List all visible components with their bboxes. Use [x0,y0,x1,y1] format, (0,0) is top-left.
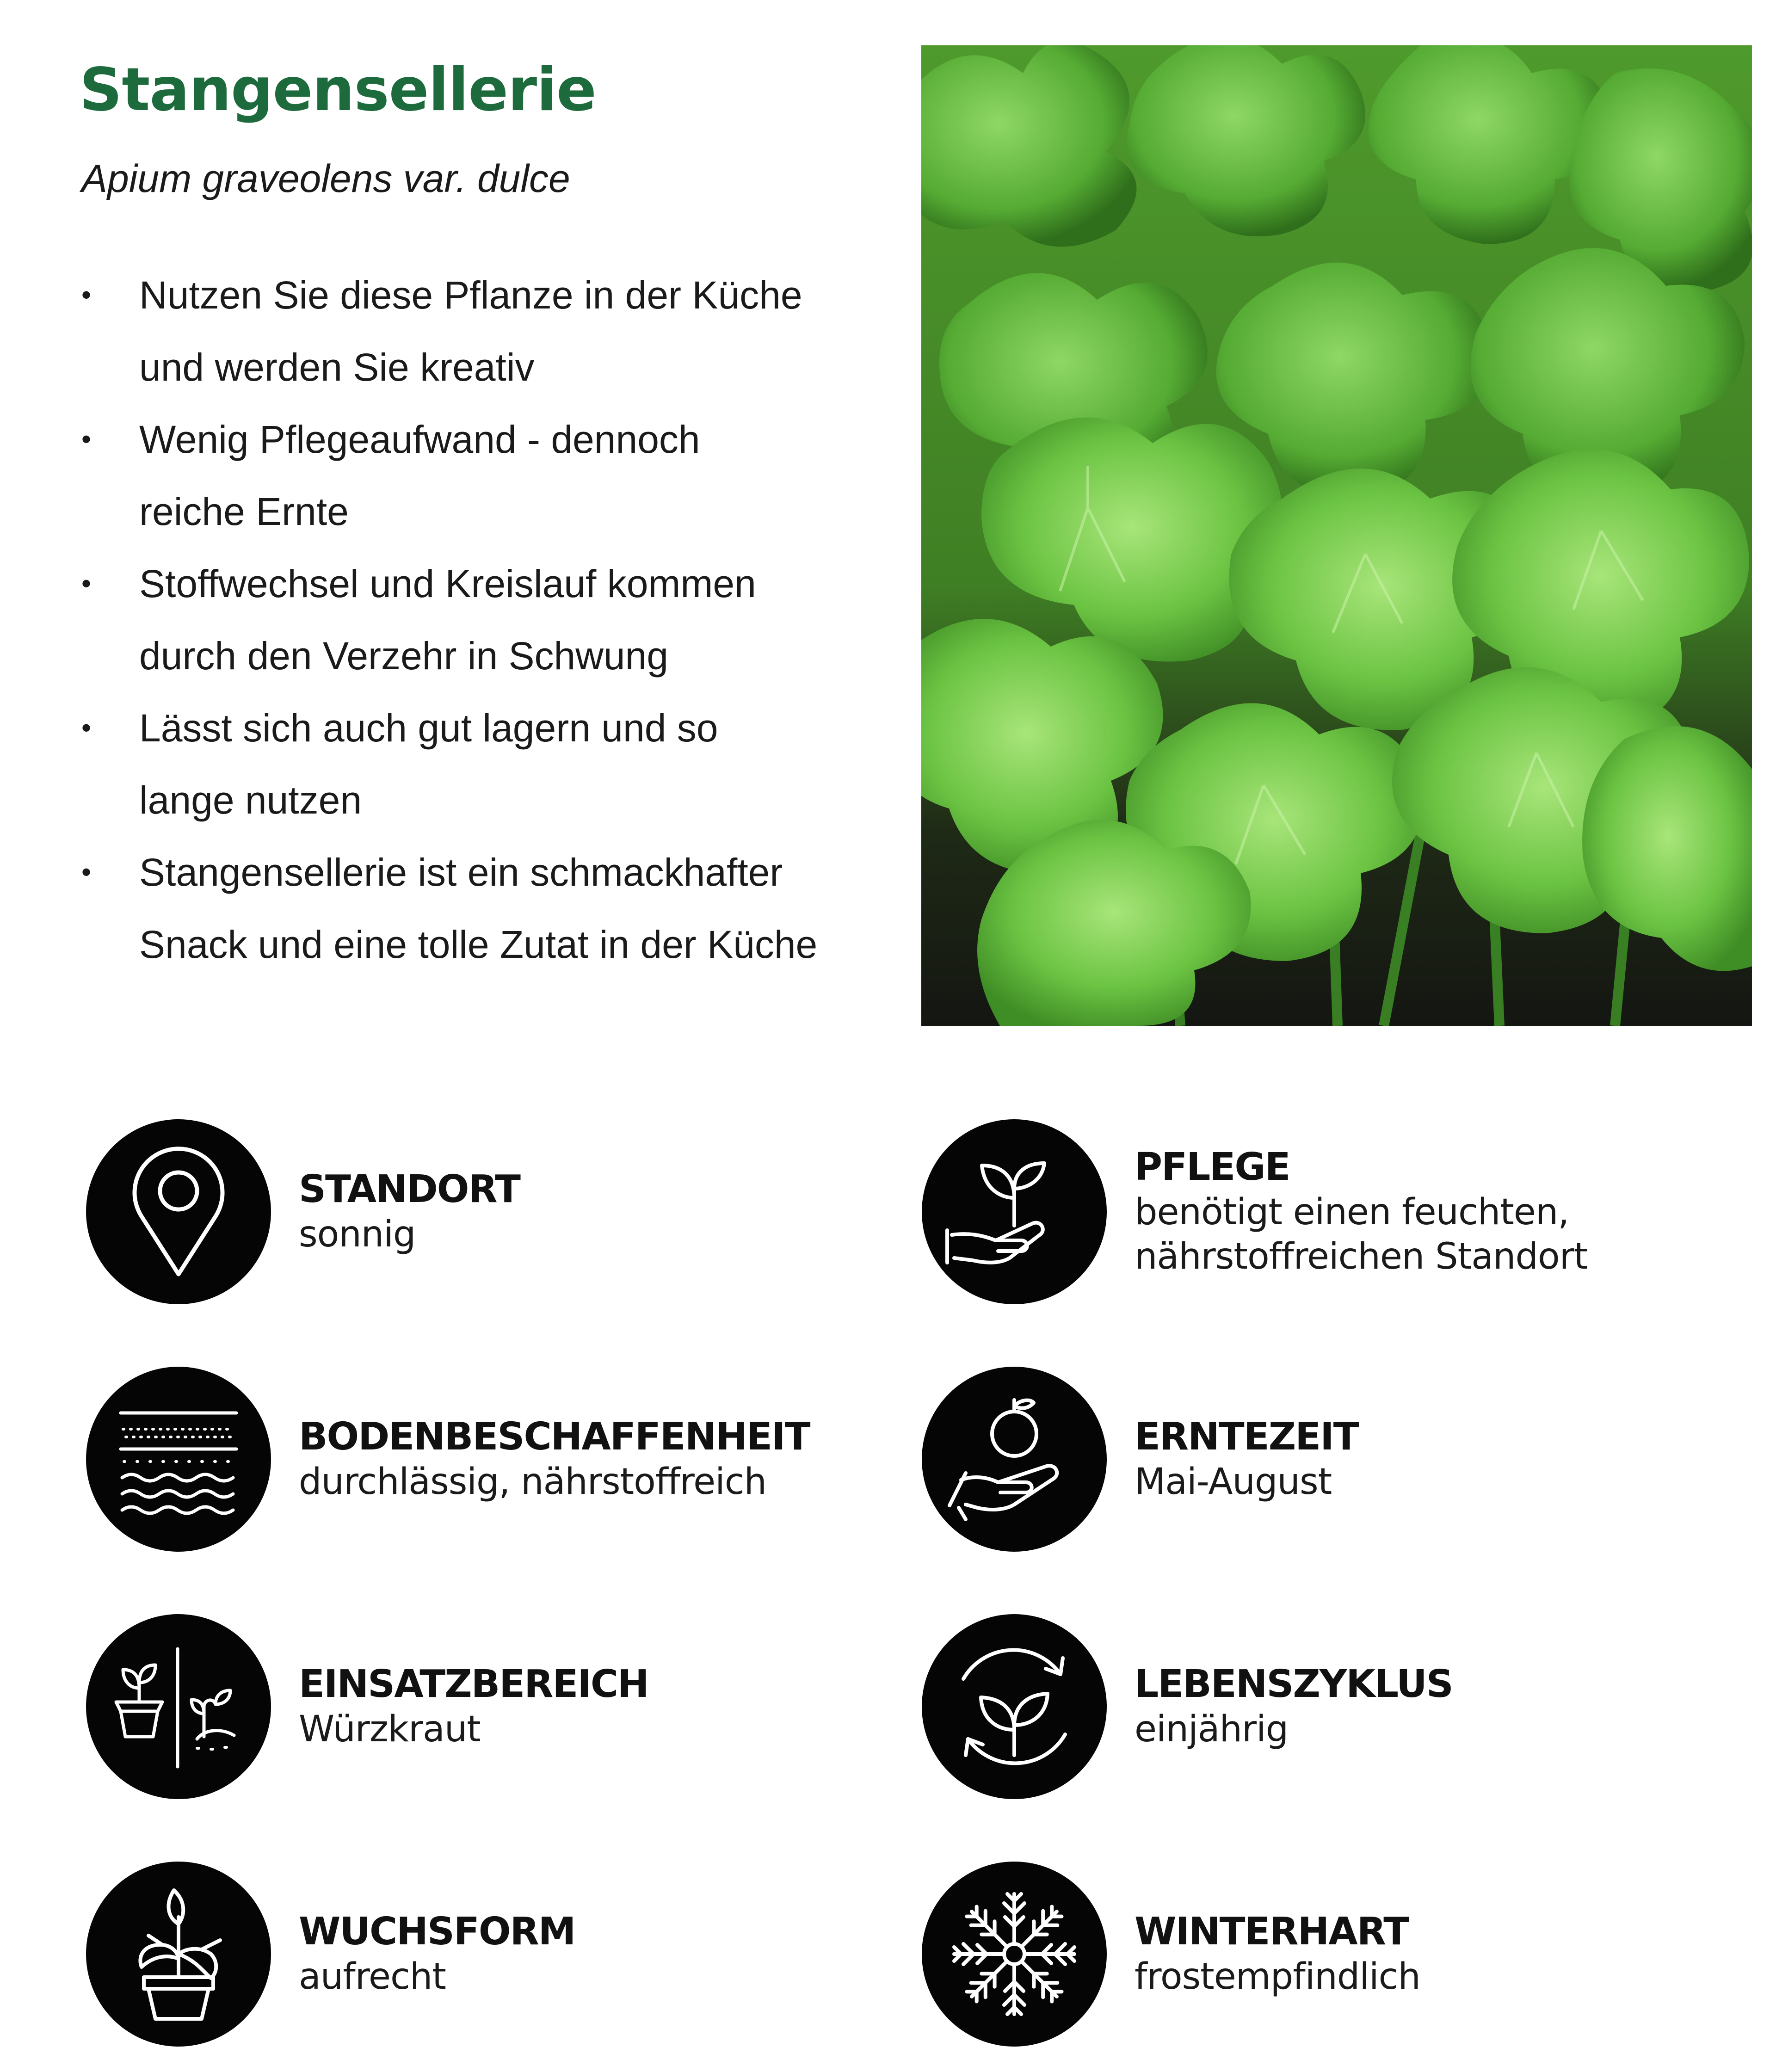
feature-label: BODENBESCHAFFENHEIT [299,1415,810,1459]
feature-value: durchlässig, nährstoffreich [299,1461,767,1503]
soil-layers-icon [86,1367,271,1552]
celery-plant-photo [921,45,1752,1026]
feature-label: STANDORT [299,1167,520,1211]
bullet-icon: • [81,857,92,888]
snowflake-icon [922,1862,1107,2047]
feature-value: aufrecht [299,1956,446,1998]
list-item: • Nutzen Sie diese Pflanze in der Küche und werden Sie kreativ [81,259,840,403]
feature-standort [86,1119,826,1304]
pot-and-ground-plant-icon [86,1614,271,1799]
feature-label: EINSATZBEREICH [299,1662,648,1706]
feature-lebenszyklus [922,1614,1662,1799]
location-pin-icon [86,1119,271,1304]
feature-erntezeit [922,1367,1662,1552]
seedling-hand-icon [922,1119,1107,1304]
bullet-icon: • [81,712,92,743]
list-item: • Lässt sich auch gut lagern und so lange nutzen [81,692,840,836]
feature-value: sonnig [299,1214,416,1255]
list-item: • Stoffwechsel und Kreislauf kommen durch den Verzehr in Schwung [81,548,840,692]
feature-einsatzbereich [86,1614,826,1799]
page-title: Stangensellerie [80,56,596,124]
feature-value: Würzkraut [299,1708,481,1750]
feature-label: PFLEGE [1135,1145,1290,1189]
feature-label: WINTERHART [1135,1910,1409,1954]
feature-value: einjährig [1135,1708,1289,1750]
benefits-list [81,259,840,980]
feature-label: ERNTEZEIT [1135,1415,1358,1459]
list-item: • Wenig Pflegeaufwand - dennoch reiche Ernte [81,403,840,548]
feature-winterhart [922,1862,1662,2047]
feature-value: benötigt einen feuchten, nährstoffreichen Standort [1135,1191,1588,1277]
botanical-name: Apium graveolens var. dulce [81,157,570,200]
leaf-cycle-icon [922,1614,1107,1799]
feature-label: WUCHSFORM [299,1910,575,1954]
bullet-icon: • [81,424,92,455]
feature-bodenbeschaffenheit [86,1367,826,1552]
list-item: • Stangensellerie ist ein schmackhafter Snack und eine tolle Zutat in der Küche [81,836,840,980]
harvest-hand-icon [922,1367,1107,1552]
bullet-icon: • [81,279,92,310]
bullet-icon: • [81,568,92,599]
feature-pflege [922,1119,1662,1304]
feature-value: Mai-August [1135,1461,1332,1503]
feature-value: frostempfindlich [1135,1956,1420,1998]
feature-wuchsform [86,1862,826,2047]
potted-plant-icon [86,1862,271,2047]
feature-label: LEBENSZYKLUS [1135,1662,1453,1706]
